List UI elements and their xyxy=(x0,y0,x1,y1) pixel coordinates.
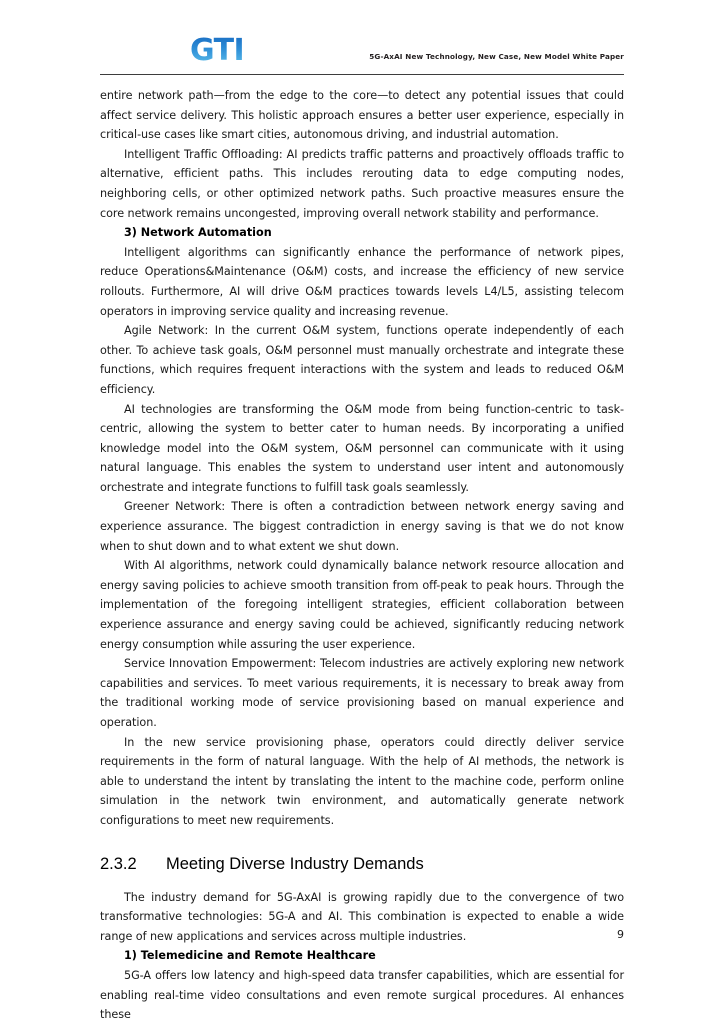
header-document-title: 5G-AxAI New Technology, New Case, New Model White Paper xyxy=(369,52,624,61)
subheading-network-automation: 3) Network Automation xyxy=(124,226,272,240)
paragraph-industry-demand: The industry demand for 5G-AxAI is growing rapidly due to the convergence of two transformative technologies: 5G-A and AI. This combination is expected to enable a wide range of new applications and services across multiple industries. xyxy=(100,890,624,943)
section-heading-232 xyxy=(100,831,624,888)
page-header xyxy=(100,33,624,76)
document-body xyxy=(100,86,624,1025)
subheading-telemedicine: 1) Telemedicine and Remote Healthcare xyxy=(124,949,376,963)
section-number: 2.3.2 xyxy=(100,854,137,873)
paragraph-with-ai-algorithms: With AI algorithms, network could dynamically balance network resource allocation and energy saving policies to achieve smooth transition from off-peak to peak hours. Through the implementation of the foregoing intelligent strategies, efficient collaboration between experience assurance and energy saving could be achieved, significantly reducing network energy consumption while assuring the user experience. xyxy=(100,559,624,651)
header-divider xyxy=(100,74,624,75)
page-number: 9 xyxy=(617,928,624,941)
paragraph-intelligent-algorithms: Intelligent algorithms can significantly enhance the performance of network pipes, reduce Operations&Maintenance (O&M) costs, and increase the efficiency of new service rollouts. Furthermore, AI will drive O&M practices towards levels L4/L5, assisting telecom operators in improving service quality and increasing revenue. xyxy=(100,245,624,318)
paragraph-continued-intro: entire network path—from the edge to the core—to detect any potential issues that could affect service delivery. This holistic approach ensures a better user experience, especially in critical-use cases like smart cities, autonomous driving, and industrial automation. xyxy=(100,89,624,142)
section-title: Meeting Diverse Industry Demands xyxy=(166,854,424,873)
gti-logo: GTI xyxy=(190,33,245,68)
paragraph-new-service-provisioning: In the new service provisioning phase, operators could directly deliver service requirements in the form of natural language. With the help of AI methods, the network is able to understand the intent by translating the intent to the machine code, perform online simulation in the network twin environment, and automatically generate network configurations to meet new requirements. xyxy=(100,735,624,827)
paragraph-service-innovation: Service Innovation Empowerment: Telecom industries are actively exploring new network capabilities and services. To meet various requirements, it is necessary to break away from the traditional working mode of service provisioning based on manual experience and operation. xyxy=(100,657,624,729)
paragraph-intelligent-traffic-offloading: Intelligent Traffic Offloading: AI predicts traffic patterns and proactively offloads traffic to alternative, efficient paths. This includes rerouting data to edge computing nodes, neighboring cells, or other optimized network paths. Such proactive measures ensure the core network remains uncongested, improving overall network stability and performance. xyxy=(100,147,624,220)
paragraph-agile-network: Agile Network: In the current O&M system, functions operate independently of each other. To achieve task goals, O&M personnel must manually orchestrate and integrate these functions, which requires frequent interactions with the system and leads to reduced O&M efficiency. xyxy=(100,324,624,396)
paragraph-greener-network: Greener Network: There is often a contradiction between network energy saving and experience assurance. The biggest contradiction in energy saving is that we do not know when to shut down and to what extent we shut down. xyxy=(100,500,624,553)
paragraph-5ga-offers: 5G-A offers low latency and high-speed data transfer capabilities, which are essential for enabling real-time video consultations and even remote surgical procedures. AI enhances these xyxy=(100,968,624,1022)
paragraph-ai-technologies: AI technologies are transforming the O&M mode from being function-centric to task-centric, allowing the system to better cater to human needs. By incorporating a unified knowledge model into the O&M system, O&M personnel can communicate with it using natural language. This enables the system to understand user intent and autonomously orchestrate and integrate functions to fulfill task goals seamlessly. xyxy=(100,402,624,494)
